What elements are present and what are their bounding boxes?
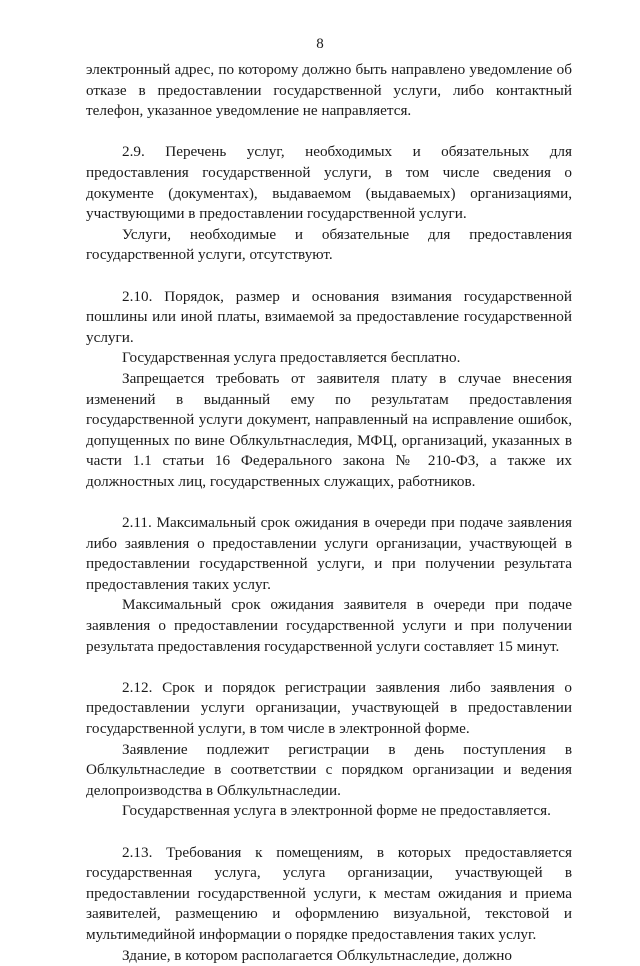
paragraph: 2.11. Максимальный срок ожидания в очереди при подаче заявления либо заявления о предоставлении услуги организации, участвующей в предоставлении государственной услуги, и при получении результата предоставления таких услуг. — [86, 514, 572, 593]
document-body — [86, 60, 572, 966]
paragraph: 2.13. Требования к помещениям, в которых предоставляется государственная услуга, услуга организации, участвующей в предоставлении государственной услуги, к местам ожидания и приема заявителей, размещению и оформлению визуальной, текстовой и мультимедийной информации о порядке предоставления таких услуг. — [86, 843, 572, 943]
paragraph: Здание, в котором располагается Облкультнаследие, должно — [122, 946, 512, 964]
paragraph: электронный адрес, по которому должно быть направлено уведомление об отказе в предоставлении государственной услуги, либо контактный телефон, указанное уведомление не направляется. — [86, 61, 572, 120]
paragraph: Запрещается требовать от заявителя плату в случае внесения изменений в выданный ему по результатам предоставления государственной услуги документ, направленный на исправление ошибок, допущенных по вине Облкультнаследия, МФЦ, организаций, указанных в части 1.1 статьи 16 Федерального закона № 210-ФЗ, а также их должностных лиц, государственных служащих, работников. — [86, 369, 572, 490]
page-number: 8 — [316, 36, 324, 52]
paragraph: Государственная услуга в электронной форме не предоставляется. — [122, 802, 551, 820]
paragraph: Максимальный срок ожидания заявителя в очереди при подаче заявления о предоставлении государственной услуги и при получении результата предоставления государственной услуги составляет 15 минут. — [86, 596, 572, 655]
paragraph: Государственная услуга предоставляется бесплатно. — [122, 349, 461, 367]
paragraph: Услуги, необходимые и обязательные для предоставления государственной услуги, отсутствуют. — [86, 225, 572, 264]
paragraph: Заявление подлежит регистрации в день поступления в Облкультнаследие в соответствии с порядком организации и ведения делопроизводства в Облкультнаследии. — [86, 740, 572, 799]
paragraph: 2.12. Срок и порядок регистрации заявления либо заявления о предоставлении услуги организации, участвующей в предоставлении государственной услуги, в том числе в электронной форме. — [86, 678, 572, 737]
paragraph: 2.10. Порядок, размер и основания взимания государственной пошлины или иной платы, взимаемой за предоставление государственной услуги. — [86, 287, 572, 346]
paragraph: 2.9. Перечень услуг, необходимых и обязательных для предоставления государственной услуги, в том числе сведения о документе (документах), выдаваемом (выдаваемых) организациями, участвующими в предоставлении государственной услуги. — [86, 143, 572, 223]
